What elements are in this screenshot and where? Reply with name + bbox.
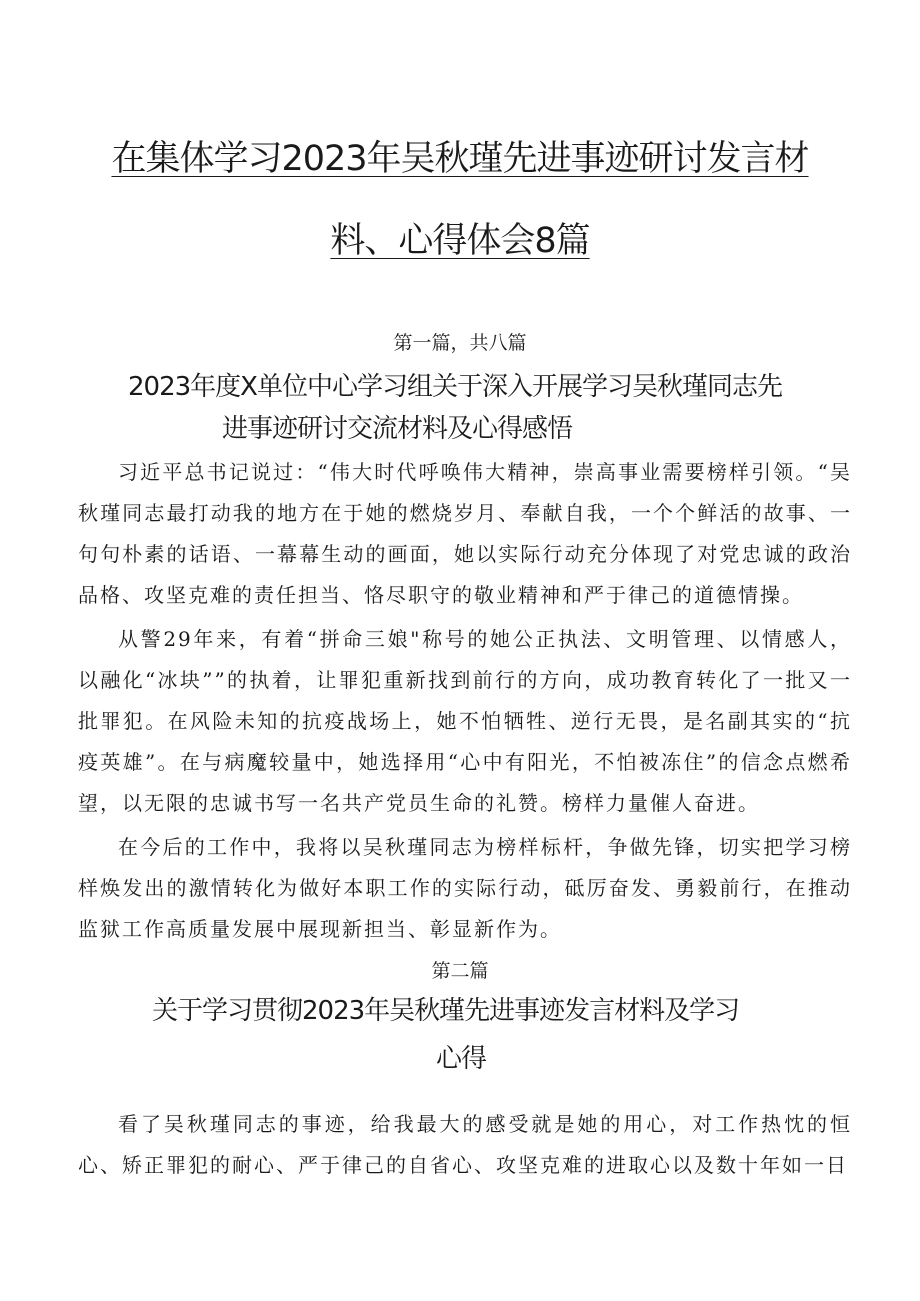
section-2-label: 第二篇 <box>431 960 489 982</box>
section-1-label: 第一篇，共八篇 <box>393 332 527 354</box>
section-1-paragraph-3: 在今后的工作中，我将以吴秋瑾同志为榜样标杆，争做先锋，切实把学习榜样焕发出的激情转化为做好本职工作的实际行动，砥厉奋发、勇毅前行，在推动监狱工作高质量发展中展现新担当、彰显新作为。 <box>78 835 852 941</box>
section-1-paragraph-2: 从警29年来，有着“拼命三娘"称号的她公正执法、文明管理、以情感人，以融化“冰块””的执着，让罪犯重新找到前行的方向，成功教育转化了一批又一批罪犯。在风险未知的抗疫战场上，她不怕牺牲、逆行无畏，是名副其实的“抗疫英雄”。在与病魔较量中，她选择用“心中有阳光，不怕被冻住”的信念点燃希望，以无限的忠诚书写一名共产党员生命的礼赞。榜样力量催人奋进。 <box>78 627 852 815</box>
section-2-heading-line-1: 关于学习贯彻2023年吴秋瑾先进事迹发言材料及学习 <box>152 996 740 1026</box>
section-1-paragraph-1: 习近平总书记说过：“伟大时代呼唤伟大精神，崇高事业需要榜样引领。“吴秋瑾同志最打动我的地方在于她的燃烧岁月、奉献自我，一个个鲜活的故事、一句句朴素的话语、一幕幕生动的画面，她以实际行动充分体现了对党忠诚的政治品格、攻坚克难的责任担当、恪尽职守的敬业精神和严于律己的道德情操。 <box>78 460 852 607</box>
section-1-heading-line-1: 2023年度X单位中心学习组关于深入开展学习吴秋瑾同志先 <box>128 372 782 402</box>
document-title-line-2: 料、心得体会8篇 <box>330 221 590 261</box>
section-1-heading-line-2: 进事迹研讨交流材料及心得感悟 <box>222 414 573 444</box>
section-2-paragraph-1: 看了吴秋瑾同志的事迹，给我最大的感受就是她的用心，对工作热忱的恒心、矫正罪犯的耐心、严于律己的自省心、攻坚克难的进取心以及数十年如一日 <box>78 1112 852 1177</box>
section-2-heading-line-2: 心得 <box>436 1044 487 1074</box>
document-title-line-1: 在集体学习2023年吴秋瑾先进事迹研讨发言材 <box>111 139 809 179</box>
